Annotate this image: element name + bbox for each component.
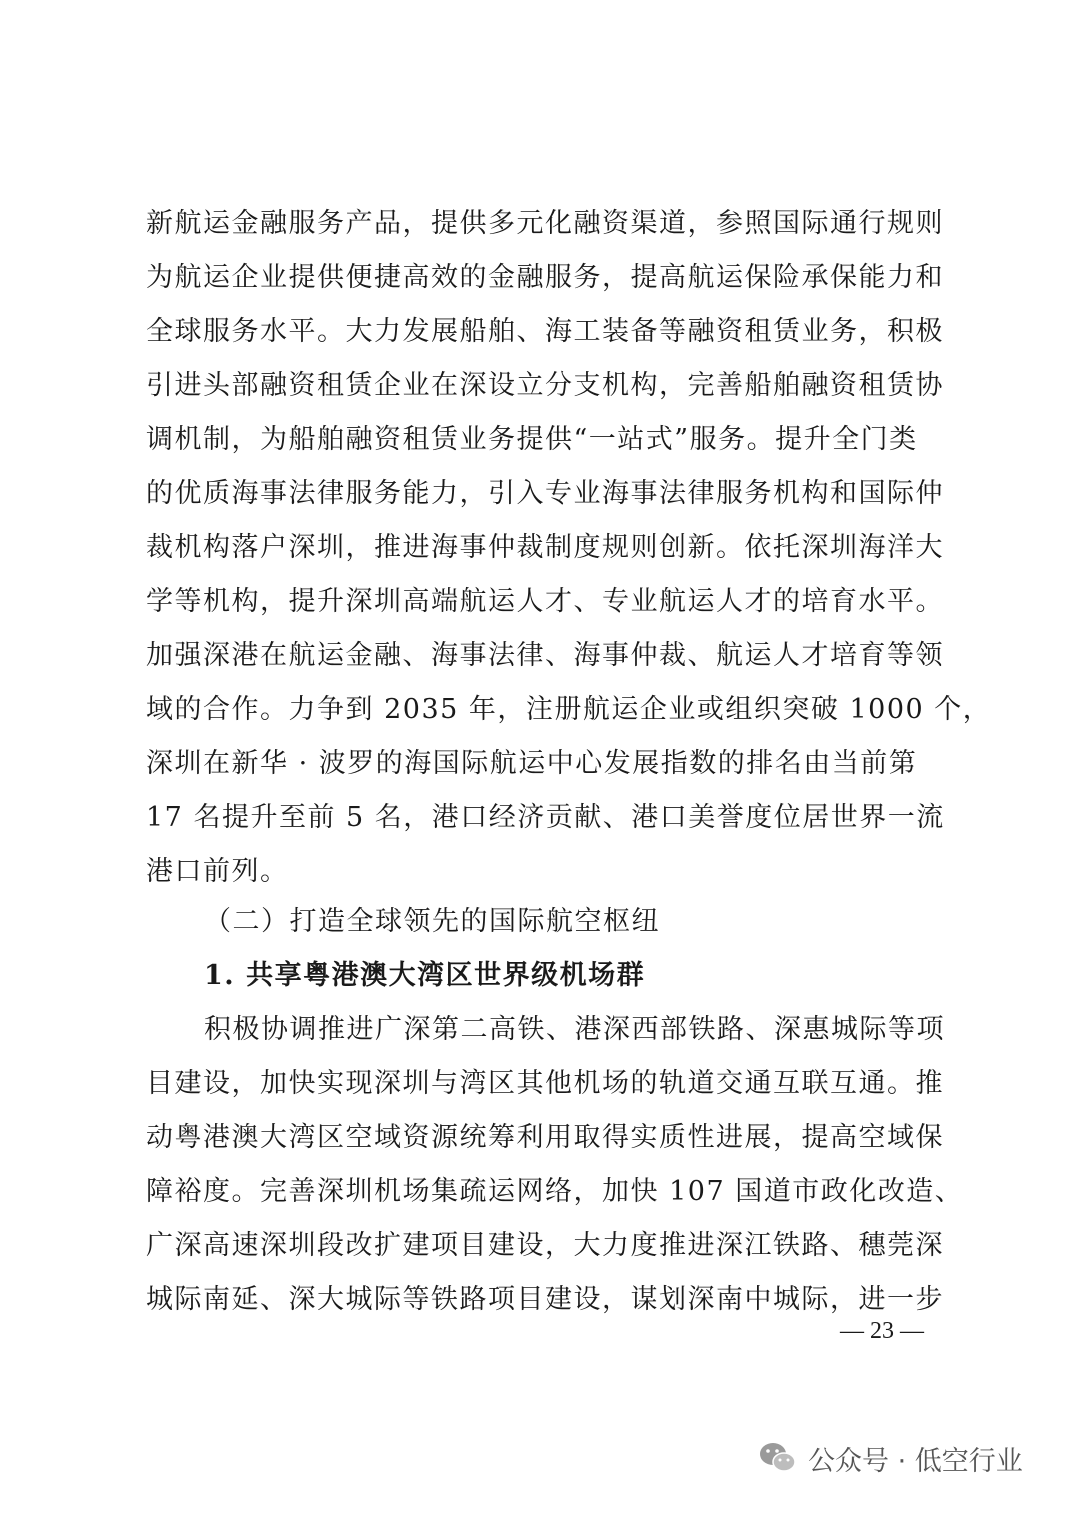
text-line: 全球服务水平。大力发展船舶、海工装备等融资租赁业务，积极 bbox=[146, 316, 944, 347]
text-line: 港口前列。 bbox=[146, 856, 289, 887]
text-line: 目建设，加快实现深圳与湾区其他机场的轨道交通互联互通。推 bbox=[146, 1068, 944, 1099]
text-line: 障裕度。完善深圳机场集疏运网络，加快 107 国道市政化改造、 bbox=[146, 1176, 964, 1207]
text-line: 调机制，为船舶融资租赁业务提供“一站式”服务。提升全门类 bbox=[146, 424, 918, 455]
text-line: 的优质海事法律服务能力，引入专业海事法律服务机构和国际仲 bbox=[146, 478, 944, 509]
text-line: 为航运企业提供便捷高效的金融服务，提高航运保险承保能力和 bbox=[146, 262, 944, 293]
text-line: 动粤港澳大湾区空域资源统筹利用取得实质性进展，提高空域保 bbox=[146, 1122, 944, 1153]
text-line: 新航运金融服务产品，提供多元化融资渠道，参照国际通行规则 bbox=[146, 208, 944, 239]
section-heading: （二）打造全球领先的国际航空枢纽 bbox=[204, 906, 660, 937]
text-line: 加强深港在航运金融、海事法律、海事仲裁、航运人才培育等领 bbox=[146, 640, 944, 671]
text-line: 裁机构落户深圳，推进海事仲裁制度规则创新。依托深圳海洋大 bbox=[146, 532, 944, 563]
wechat-icon bbox=[758, 1441, 798, 1475]
account-watermark bbox=[758, 1438, 1023, 1478]
text-line: 引进头部融资租赁企业在深设立分支机构，完善船舶融资租赁协 bbox=[146, 370, 944, 401]
text-line: 17 名提升至前 5 名，港口经济贡献、港口美誉度位居世界一流 bbox=[146, 802, 945, 833]
text-line: 城际南延、深大城际等铁路项目建设，谋划深南中城际，进一步 bbox=[146, 1284, 944, 1315]
text-line: 广深高速深圳段改扩建项目建设，大力度推进深江铁路、穗莞深 bbox=[146, 1230, 944, 1261]
text-line: 域的合作。力争到 2035 年，注册航运企业或组织突破 1000 个， bbox=[146, 694, 992, 725]
page-number: — 23 — bbox=[840, 1318, 924, 1344]
text-line: 深圳在新华 · 波罗的海国际航运中心发展指数的排名由当前第 bbox=[146, 748, 918, 779]
text-line: 学等机构，提升深圳高端航运人才、专业航运人才的培育水平。 bbox=[146, 586, 944, 617]
watermark-text: 公众号 · 低空行业 bbox=[808, 1445, 1023, 1477]
text-line: 积极协调推进广深第二高铁、港深西部铁路、深惠城际等项 bbox=[204, 1014, 945, 1045]
subsection-heading: 1. 共享粤港澳大湾区世界级机场群 bbox=[204, 960, 646, 991]
